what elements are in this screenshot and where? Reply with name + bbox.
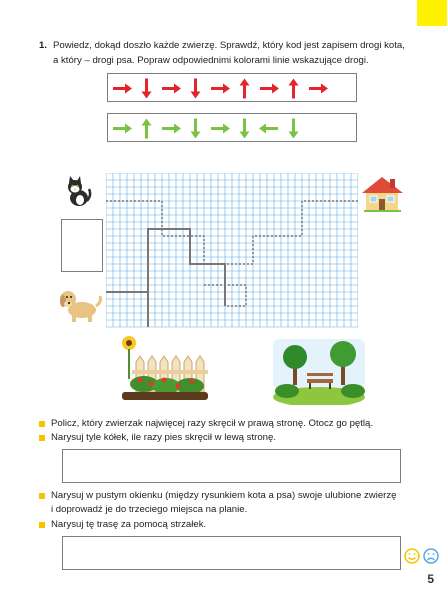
house-icon bbox=[360, 173, 405, 213]
right-arrow-icon bbox=[211, 124, 230, 134]
instruction-1 bbox=[51, 417, 373, 431]
red-arrow-row bbox=[108, 74, 358, 103]
page-number: 5 bbox=[427, 572, 434, 586]
up-arrow-icon bbox=[289, 79, 299, 99]
right-arrow-icon bbox=[113, 124, 132, 134]
task-number: 1. bbox=[39, 40, 48, 51]
task-text: Powiedz, dokąd doszło każde zwierzę. Sprawdź, który kod jest zapisem drogi kota, a który – drogi psa. Popraw odpowiednimi kolorami linie wskazujące drogi. bbox=[53, 40, 405, 66]
instruction-text: Policz, który zwierzak najwięcej razy skręcił w prawą stronę. Otocz go pętlą. bbox=[51, 418, 374, 429]
favourite-animal-box[interactable] bbox=[61, 219, 103, 272]
down-arrow-icon bbox=[142, 79, 152, 99]
bullet-marker bbox=[39, 493, 45, 499]
circles-answer-box[interactable] bbox=[62, 449, 401, 483]
sad-face-icon[interactable] bbox=[423, 548, 439, 564]
instruction-text: Narysuj tę trasę za pomocą strzałek. bbox=[51, 519, 207, 530]
cat-icon bbox=[63, 175, 93, 207]
left-arrow-icon bbox=[259, 124, 278, 134]
right-arrow-icon bbox=[260, 84, 279, 94]
grid-plan bbox=[106, 173, 358, 329]
instruction-text: Narysuj tyle kółek, ile razy pies skręcił w lewą stronę. bbox=[51, 432, 276, 443]
park-icon bbox=[273, 339, 365, 405]
right-arrow-icon bbox=[113, 84, 132, 94]
right-arrow-icon bbox=[162, 84, 181, 94]
down-arrow-icon bbox=[191, 79, 201, 99]
green-arrow-row bbox=[108, 114, 358, 143]
bullet-marker bbox=[39, 421, 45, 427]
up-arrow-icon bbox=[142, 119, 152, 139]
right-arrow-icon bbox=[309, 84, 328, 94]
dog-icon bbox=[54, 284, 104, 324]
page-corner-tab bbox=[417, 0, 447, 26]
green-code-box bbox=[107, 113, 357, 142]
down-arrow-icon bbox=[240, 119, 250, 139]
up-arrow-icon bbox=[240, 79, 250, 99]
right-arrow-icon bbox=[162, 124, 181, 134]
down-arrow-icon bbox=[191, 119, 201, 139]
task-instruction bbox=[39, 38, 409, 68]
down-arrow-icon bbox=[289, 119, 299, 139]
route-grid bbox=[106, 173, 358, 334]
right-arrow-icon bbox=[211, 84, 230, 94]
bullet-marker bbox=[39, 522, 45, 528]
arrows-answer-box[interactable] bbox=[62, 536, 401, 570]
happy-face-icon[interactable] bbox=[404, 548, 420, 564]
instruction-3 bbox=[51, 489, 401, 517]
red-code-box bbox=[107, 73, 357, 102]
garden-icon bbox=[118, 334, 210, 402]
instruction-text: Narysuj w pustym okienku (między rysunkiem kota a psa) swoje ulubione zwierzę i doprowadź je do trzeciego miejsca na planie. bbox=[51, 490, 397, 515]
bullet-marker bbox=[39, 435, 45, 441]
instruction-4 bbox=[51, 518, 206, 532]
instruction-2 bbox=[51, 431, 276, 445]
